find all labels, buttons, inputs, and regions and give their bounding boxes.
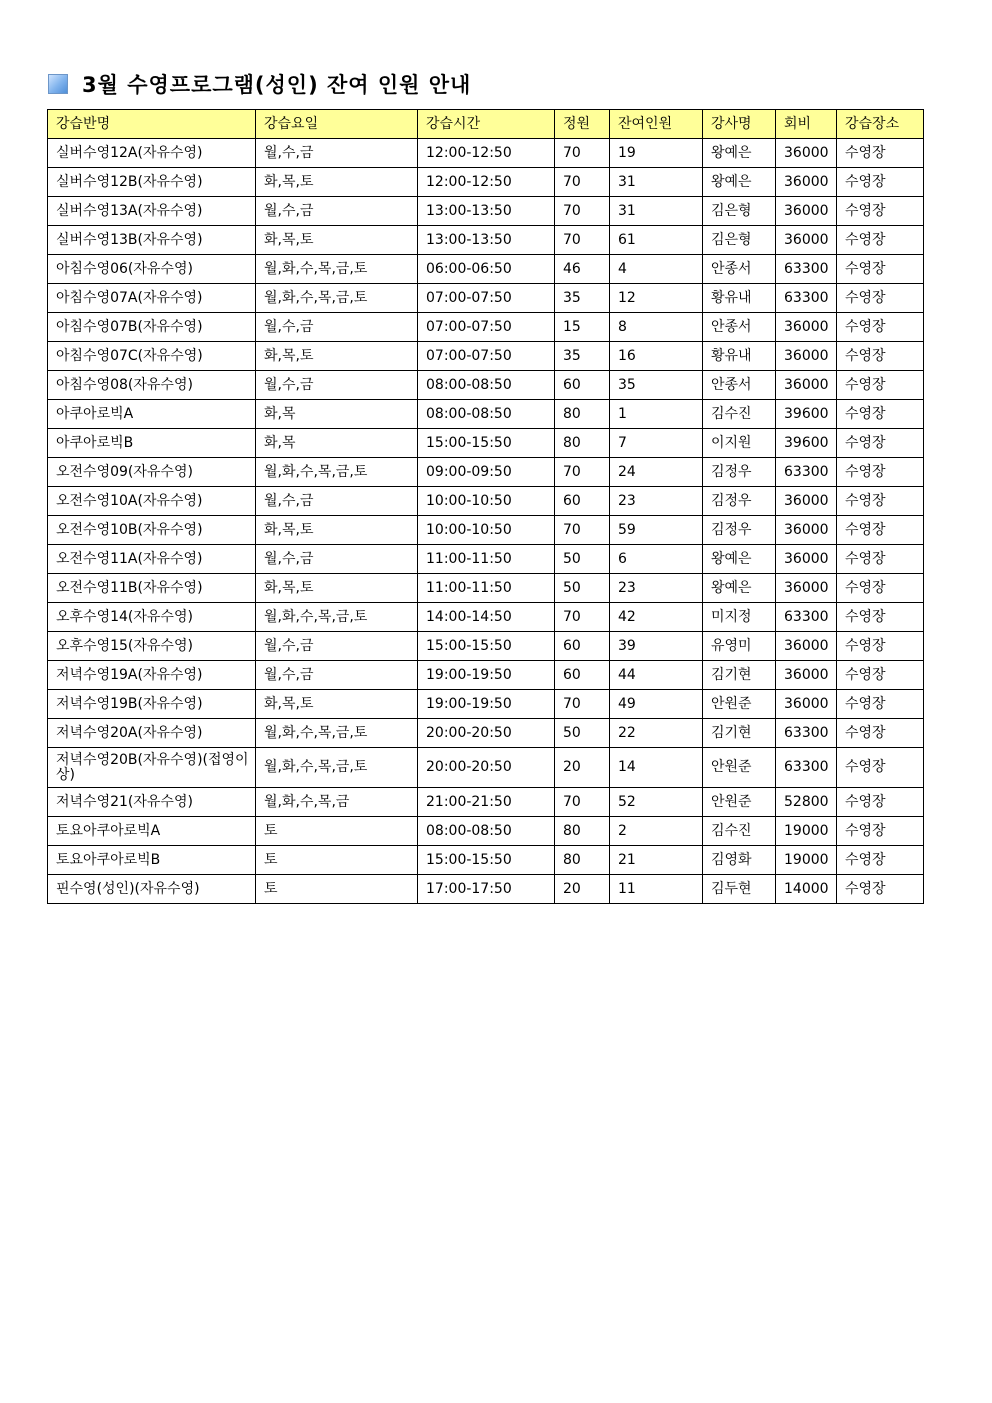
- cell-capacity: 15: [555, 313, 610, 342]
- cell-time: 07:00-07:50: [418, 284, 555, 313]
- cell-days: 월,수,금: [256, 545, 418, 574]
- cell-class-name: 저녁수영19A(자유수영): [48, 661, 256, 690]
- cell-days: 월,수,금: [256, 313, 418, 342]
- header-capacity: 정원: [555, 110, 610, 139]
- cell-time: 19:00-19:50: [418, 661, 555, 690]
- cell-class-name: 아침수영07B(자유수영): [48, 313, 256, 342]
- cell-instructor: 황유내: [703, 342, 776, 371]
- header-remaining: 잔여인원: [610, 110, 703, 139]
- cell-days: 월,화,수,목,금,토: [256, 748, 418, 788]
- cell-instructor: 유영미: [703, 632, 776, 661]
- cell-capacity: 70: [555, 197, 610, 226]
- cell-location: 수영장: [837, 574, 924, 603]
- cell-instructor: 안종서: [703, 371, 776, 400]
- cell-instructor: 안종서: [703, 313, 776, 342]
- cell-remaining: 42: [610, 603, 703, 632]
- cell-capacity: 50: [555, 719, 610, 748]
- cell-remaining: 59: [610, 516, 703, 545]
- header-location: 강습장소: [837, 110, 924, 139]
- cell-instructor: 황유내: [703, 284, 776, 313]
- table-row: [48, 788, 924, 817]
- table-row: [48, 168, 924, 197]
- cell-class-name: 오후수영15(자유수영): [48, 632, 256, 661]
- cell-fee: 36000: [776, 632, 837, 661]
- cell-fee: 36000: [776, 226, 837, 255]
- cell-instructor: 이지원: [703, 429, 776, 458]
- header-fee: 회비: [776, 110, 837, 139]
- cell-class-name: 아침수영08(자유수영): [48, 371, 256, 400]
- cell-fee: 63300: [776, 458, 837, 487]
- cell-instructor: 왕예은: [703, 574, 776, 603]
- cell-remaining: 19: [610, 139, 703, 168]
- cell-days: 화,목,토: [256, 516, 418, 545]
- header-class-name: 강습반명: [48, 110, 256, 139]
- cell-location: 수영장: [837, 661, 924, 690]
- cell-class-name: 아쿠아로빅B: [48, 429, 256, 458]
- cell-fee: 14000: [776, 875, 837, 904]
- cell-remaining: 16: [610, 342, 703, 371]
- cell-days: 화,목,토: [256, 342, 418, 371]
- table-row: [48, 197, 924, 226]
- cell-days: 월,수,금: [256, 197, 418, 226]
- cell-time: 07:00-07:50: [418, 313, 555, 342]
- cell-fee: 63300: [776, 284, 837, 313]
- cell-class-name: 아침수영07A(자유수영): [48, 284, 256, 313]
- header-instructor: 강사명: [703, 110, 776, 139]
- cell-class-name: 오전수영10B(자유수영): [48, 516, 256, 545]
- table-row: [48, 371, 924, 400]
- cell-remaining: 61: [610, 226, 703, 255]
- cell-location: 수영장: [837, 139, 924, 168]
- cell-instructor: 안원준: [703, 690, 776, 719]
- cell-location: 수영장: [837, 603, 924, 632]
- header-time: 강습시간: [418, 110, 555, 139]
- cell-remaining: 23: [610, 574, 703, 603]
- cell-instructor: 김두현: [703, 875, 776, 904]
- cell-fee: 36000: [776, 545, 837, 574]
- cell-fee: 36000: [776, 661, 837, 690]
- cell-class-name: 저녁수영21(자유수영): [48, 788, 256, 817]
- table-row: [48, 516, 924, 545]
- cell-time: 09:00-09:50: [418, 458, 555, 487]
- cell-instructor: 안원준: [703, 748, 776, 788]
- table-row: [48, 574, 924, 603]
- cell-capacity: 70: [555, 139, 610, 168]
- cell-instructor: 안종서: [703, 255, 776, 284]
- cell-capacity: 80: [555, 429, 610, 458]
- cell-days: 월,수,금: [256, 487, 418, 516]
- cell-instructor: 미지정: [703, 603, 776, 632]
- cell-remaining: 4: [610, 255, 703, 284]
- cell-days: 토: [256, 846, 418, 875]
- cell-time: 12:00-12:50: [418, 139, 555, 168]
- cell-capacity: 60: [555, 487, 610, 516]
- table-row: [48, 817, 924, 846]
- cell-capacity: 35: [555, 284, 610, 313]
- cell-time: 21:00-21:50: [418, 788, 555, 817]
- cell-location: 수영장: [837, 342, 924, 371]
- cell-instructor: 왕예은: [703, 168, 776, 197]
- cell-remaining: 21: [610, 846, 703, 875]
- cell-location: 수영장: [837, 226, 924, 255]
- cell-days: 월,수,금: [256, 661, 418, 690]
- cell-remaining: 49: [610, 690, 703, 719]
- cell-capacity: 20: [555, 748, 610, 788]
- table-row: [48, 284, 924, 313]
- cell-location: 수영장: [837, 788, 924, 817]
- cell-capacity: 70: [555, 516, 610, 545]
- cell-remaining: 22: [610, 719, 703, 748]
- cell-days: 월,수,금: [256, 139, 418, 168]
- cell-time: 07:00-07:50: [418, 342, 555, 371]
- cell-fee: 36000: [776, 487, 837, 516]
- cell-instructor: 왕예은: [703, 545, 776, 574]
- cell-capacity: 70: [555, 458, 610, 487]
- cell-capacity: 50: [555, 545, 610, 574]
- cell-days: 화,목,토: [256, 574, 418, 603]
- cell-class-name: 실버수영12A(자유수영): [48, 139, 256, 168]
- cell-days: 월,화,수,목,금,토: [256, 719, 418, 748]
- cell-time: 15:00-15:50: [418, 429, 555, 458]
- cell-fee: 36000: [776, 197, 837, 226]
- cell-capacity: 70: [555, 226, 610, 255]
- header-days: 강습요일: [256, 110, 418, 139]
- cell-time: 11:00-11:50: [418, 545, 555, 574]
- cell-location: 수영장: [837, 197, 924, 226]
- cell-capacity: 46: [555, 255, 610, 284]
- cell-fee: 36000: [776, 371, 837, 400]
- cell-time: 08:00-08:50: [418, 817, 555, 846]
- cell-remaining: 7: [610, 429, 703, 458]
- cell-capacity: 60: [555, 632, 610, 661]
- cell-instructor: 김정우: [703, 516, 776, 545]
- cell-class-name: 실버수영13B(자유수영): [48, 226, 256, 255]
- cell-days: 월,화,수,목,금,토: [256, 603, 418, 632]
- cell-capacity: 35: [555, 342, 610, 371]
- cell-time: 20:00-20:50: [418, 719, 555, 748]
- cell-class-name: 오후수영14(자유수영): [48, 603, 256, 632]
- cell-fee: 63300: [776, 255, 837, 284]
- cell-instructor: 김수진: [703, 817, 776, 846]
- cell-class-name: 실버수영12B(자유수영): [48, 168, 256, 197]
- cell-location: 수영장: [837, 846, 924, 875]
- table-body: [48, 139, 924, 904]
- cell-remaining: 2: [610, 817, 703, 846]
- cell-location: 수영장: [837, 313, 924, 342]
- cell-class-name: 핀수영(성인)(자유수영): [48, 875, 256, 904]
- table-row: [48, 632, 924, 661]
- cell-remaining: 52: [610, 788, 703, 817]
- cell-fee: 36000: [776, 168, 837, 197]
- cell-location: 수영장: [837, 719, 924, 748]
- cell-instructor: 김수진: [703, 400, 776, 429]
- cell-days: 토: [256, 875, 418, 904]
- cell-days: 월,화,수,목,금,토: [256, 284, 418, 313]
- cell-location: 수영장: [837, 690, 924, 719]
- table-row: [48, 342, 924, 371]
- table-row: [48, 661, 924, 690]
- table-row: [48, 313, 924, 342]
- table-row: [48, 545, 924, 574]
- cell-capacity: 70: [555, 788, 610, 817]
- table-row: [48, 487, 924, 516]
- cell-location: 수영장: [837, 400, 924, 429]
- table-row: [48, 748, 924, 788]
- cell-class-name: 실버수영13A(자유수영): [48, 197, 256, 226]
- cell-fee: 36000: [776, 690, 837, 719]
- cell-instructor: 김영화: [703, 846, 776, 875]
- cell-days: 화,목,토: [256, 168, 418, 197]
- cell-location: 수영장: [837, 632, 924, 661]
- cell-class-name: 저녁수영20B(자유수영)(접영이상): [48, 748, 256, 788]
- cell-days: 화,목,토: [256, 226, 418, 255]
- cell-remaining: 39: [610, 632, 703, 661]
- cell-capacity: 70: [555, 690, 610, 719]
- cell-capacity: 70: [555, 168, 610, 197]
- cell-location: 수영장: [837, 516, 924, 545]
- cell-location: 수영장: [837, 371, 924, 400]
- cell-days: 월,화,수,목,금: [256, 788, 418, 817]
- cell-days: 월,화,수,목,금,토: [256, 255, 418, 284]
- cell-class-name: 아침수영06(자유수영): [48, 255, 256, 284]
- cell-days: 화,목: [256, 429, 418, 458]
- cell-instructor: 김기현: [703, 719, 776, 748]
- cell-time: 06:00-06:50: [418, 255, 555, 284]
- table-row: [48, 255, 924, 284]
- cell-time: 19:00-19:50: [418, 690, 555, 719]
- cell-fee: 36000: [776, 574, 837, 603]
- cell-time: 13:00-13:50: [418, 197, 555, 226]
- cell-fee: 52800: [776, 788, 837, 817]
- cell-capacity: 60: [555, 661, 610, 690]
- cell-fee: 39600: [776, 400, 837, 429]
- cell-instructor: 김정우: [703, 458, 776, 487]
- cell-instructor: 김은형: [703, 226, 776, 255]
- cell-instructor: 김은형: [703, 197, 776, 226]
- cell-capacity: 80: [555, 846, 610, 875]
- cell-fee: 63300: [776, 603, 837, 632]
- course-table: [47, 109, 924, 904]
- cell-remaining: 6: [610, 545, 703, 574]
- cell-class-name: 토요아쿠아로빅A: [48, 817, 256, 846]
- cell-fee: 36000: [776, 139, 837, 168]
- cell-capacity: 80: [555, 400, 610, 429]
- cell-class-name: 오전수영09(자유수영): [48, 458, 256, 487]
- cell-instructor: 김기현: [703, 661, 776, 690]
- table-row: [48, 719, 924, 748]
- table-row: [48, 603, 924, 632]
- cell-time: 11:00-11:50: [418, 574, 555, 603]
- page-heading: [48, 68, 471, 100]
- cell-location: 수영장: [837, 748, 924, 788]
- cell-location: 수영장: [837, 545, 924, 574]
- cell-class-name: 저녁수영20A(자유수영): [48, 719, 256, 748]
- cell-remaining: 31: [610, 168, 703, 197]
- square-bullet-icon: [48, 74, 68, 94]
- cell-time: 15:00-15:50: [418, 846, 555, 875]
- cell-remaining: 12: [610, 284, 703, 313]
- cell-fee: 39600: [776, 429, 837, 458]
- cell-capacity: 70: [555, 603, 610, 632]
- cell-class-name: 오전수영11B(자유수영): [48, 574, 256, 603]
- cell-time: 08:00-08:50: [418, 371, 555, 400]
- cell-class-name: 오전수영10A(자유수영): [48, 487, 256, 516]
- cell-capacity: 60: [555, 371, 610, 400]
- cell-fee: 63300: [776, 748, 837, 788]
- cell-class-name: 오전수영11A(자유수영): [48, 545, 256, 574]
- cell-fee: 36000: [776, 313, 837, 342]
- cell-days: 월,수,금: [256, 371, 418, 400]
- cell-remaining: 14: [610, 748, 703, 788]
- table-row: [48, 400, 924, 429]
- cell-location: 수영장: [837, 458, 924, 487]
- cell-capacity: 80: [555, 817, 610, 846]
- cell-capacity: 20: [555, 875, 610, 904]
- cell-remaining: 8: [610, 313, 703, 342]
- cell-time: 17:00-17:50: [418, 875, 555, 904]
- cell-location: 수영장: [837, 255, 924, 284]
- cell-class-name: 토요아쿠아로빅B: [48, 846, 256, 875]
- table-row: [48, 458, 924, 487]
- table-row: [48, 139, 924, 168]
- cell-time: 08:00-08:50: [418, 400, 555, 429]
- cell-days: 토: [256, 817, 418, 846]
- cell-remaining: 11: [610, 875, 703, 904]
- cell-location: 수영장: [837, 284, 924, 313]
- cell-time: 13:00-13:50: [418, 226, 555, 255]
- cell-capacity: 50: [555, 574, 610, 603]
- cell-fee: 36000: [776, 516, 837, 545]
- cell-time: 14:00-14:50: [418, 603, 555, 632]
- cell-time: 12:00-12:50: [418, 168, 555, 197]
- cell-location: 수영장: [837, 875, 924, 904]
- cell-days: 화,목: [256, 400, 418, 429]
- cell-days: 월,수,금: [256, 632, 418, 661]
- cell-remaining: 24: [610, 458, 703, 487]
- cell-location: 수영장: [837, 429, 924, 458]
- table-row: [48, 226, 924, 255]
- cell-time: 20:00-20:50: [418, 748, 555, 788]
- table-header-row: [48, 110, 924, 139]
- cell-remaining: 31: [610, 197, 703, 226]
- cell-class-name: 저녁수영19B(자유수영): [48, 690, 256, 719]
- cell-fee: 19000: [776, 846, 837, 875]
- table-row: [48, 846, 924, 875]
- cell-time: 15:00-15:50: [418, 632, 555, 661]
- cell-time: 10:00-10:50: [418, 516, 555, 545]
- cell-days: 화,목,토: [256, 690, 418, 719]
- table-row: [48, 875, 924, 904]
- cell-location: 수영장: [837, 168, 924, 197]
- cell-remaining: 1: [610, 400, 703, 429]
- cell-instructor: 안원준: [703, 788, 776, 817]
- cell-instructor: 왕예은: [703, 139, 776, 168]
- table-row: [48, 690, 924, 719]
- cell-location: 수영장: [837, 817, 924, 846]
- cell-fee: 19000: [776, 817, 837, 846]
- cell-location: 수영장: [837, 487, 924, 516]
- cell-fee: 63300: [776, 719, 837, 748]
- page-title: 3월 수영프로그램(성인) 잔여 인원 안내: [82, 73, 472, 97]
- cell-remaining: 23: [610, 487, 703, 516]
- cell-fee: 36000: [776, 342, 837, 371]
- cell-time: 10:00-10:50: [418, 487, 555, 516]
- cell-class-name: 아침수영07C(자유수영): [48, 342, 256, 371]
- cell-remaining: 35: [610, 371, 703, 400]
- cell-class-name: 아쿠아로빅A: [48, 400, 256, 429]
- cell-remaining: 44: [610, 661, 703, 690]
- cell-days: 월,화,수,목,금,토: [256, 458, 418, 487]
- table-row: [48, 429, 924, 458]
- cell-instructor: 김정우: [703, 487, 776, 516]
